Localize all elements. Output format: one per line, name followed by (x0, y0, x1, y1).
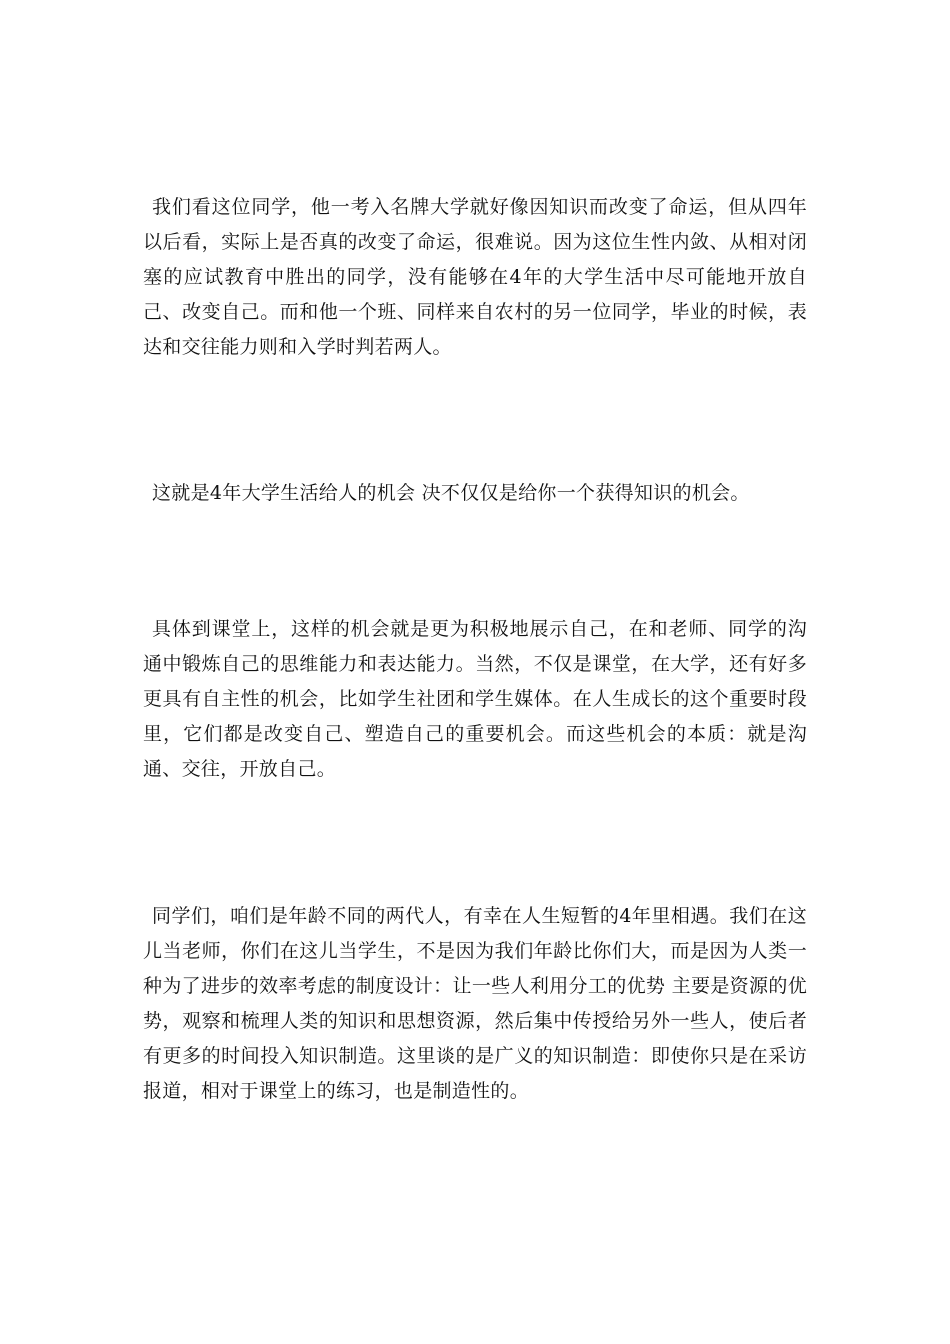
paragraph-1: 我们看这位同学，他一考入名牌大学就好像因知识而改变了命运，但从四年以后看，实际上是否真的改变了命运，很难说。因为这位生性内敛、从相对闭塞的应试教育中胜出的同学，没有能够在4年的大学生活中尽可能地开放自己、改变自己。而和他一个班、同样来自农村的另一位同学，毕业的时候，表达和交往能力则和入学时判若两人。 (143, 196, 807, 358)
paragraph-3: 具体到课堂上，这样的机会就是更为积极地展示自己，在和老师、同学的沟通中锻炼自己的思维能力和表达能力。当然，不仅是课堂，在大学，还有好多更具有自主性的机会，比如学生社团和学生媒体。在人生成长的这个重要时段里，它们都是改变自己、塑造自己的重要机会。而这些机会的本质：就是沟通、交往，开放自己。 (143, 618, 807, 780)
paragraph-2: 这就是4年大学生活给人的机会 决不仅仅是给你一个获得知识的机会。 (152, 482, 750, 504)
paragraph-4: 同学们，咱们是年龄不同的两代人，有幸在人生短暂的4年里相遇。我们在这儿当老师，你们在这儿当学生，不是因为我们年龄比你们大，而是因为人类一种为了进步的效率考虑的制度设计：让一些人利用分工的优势 主要是资源的优势，观察和梳理人类的知识和思想资源，然后集中传授给另外一些人，使后者有更多的时间投入知识制造。这里谈的是广义的知识制造：即使你只是在采访报道，相对于课堂上的练习，也是制造性的。 (143, 905, 807, 1102)
